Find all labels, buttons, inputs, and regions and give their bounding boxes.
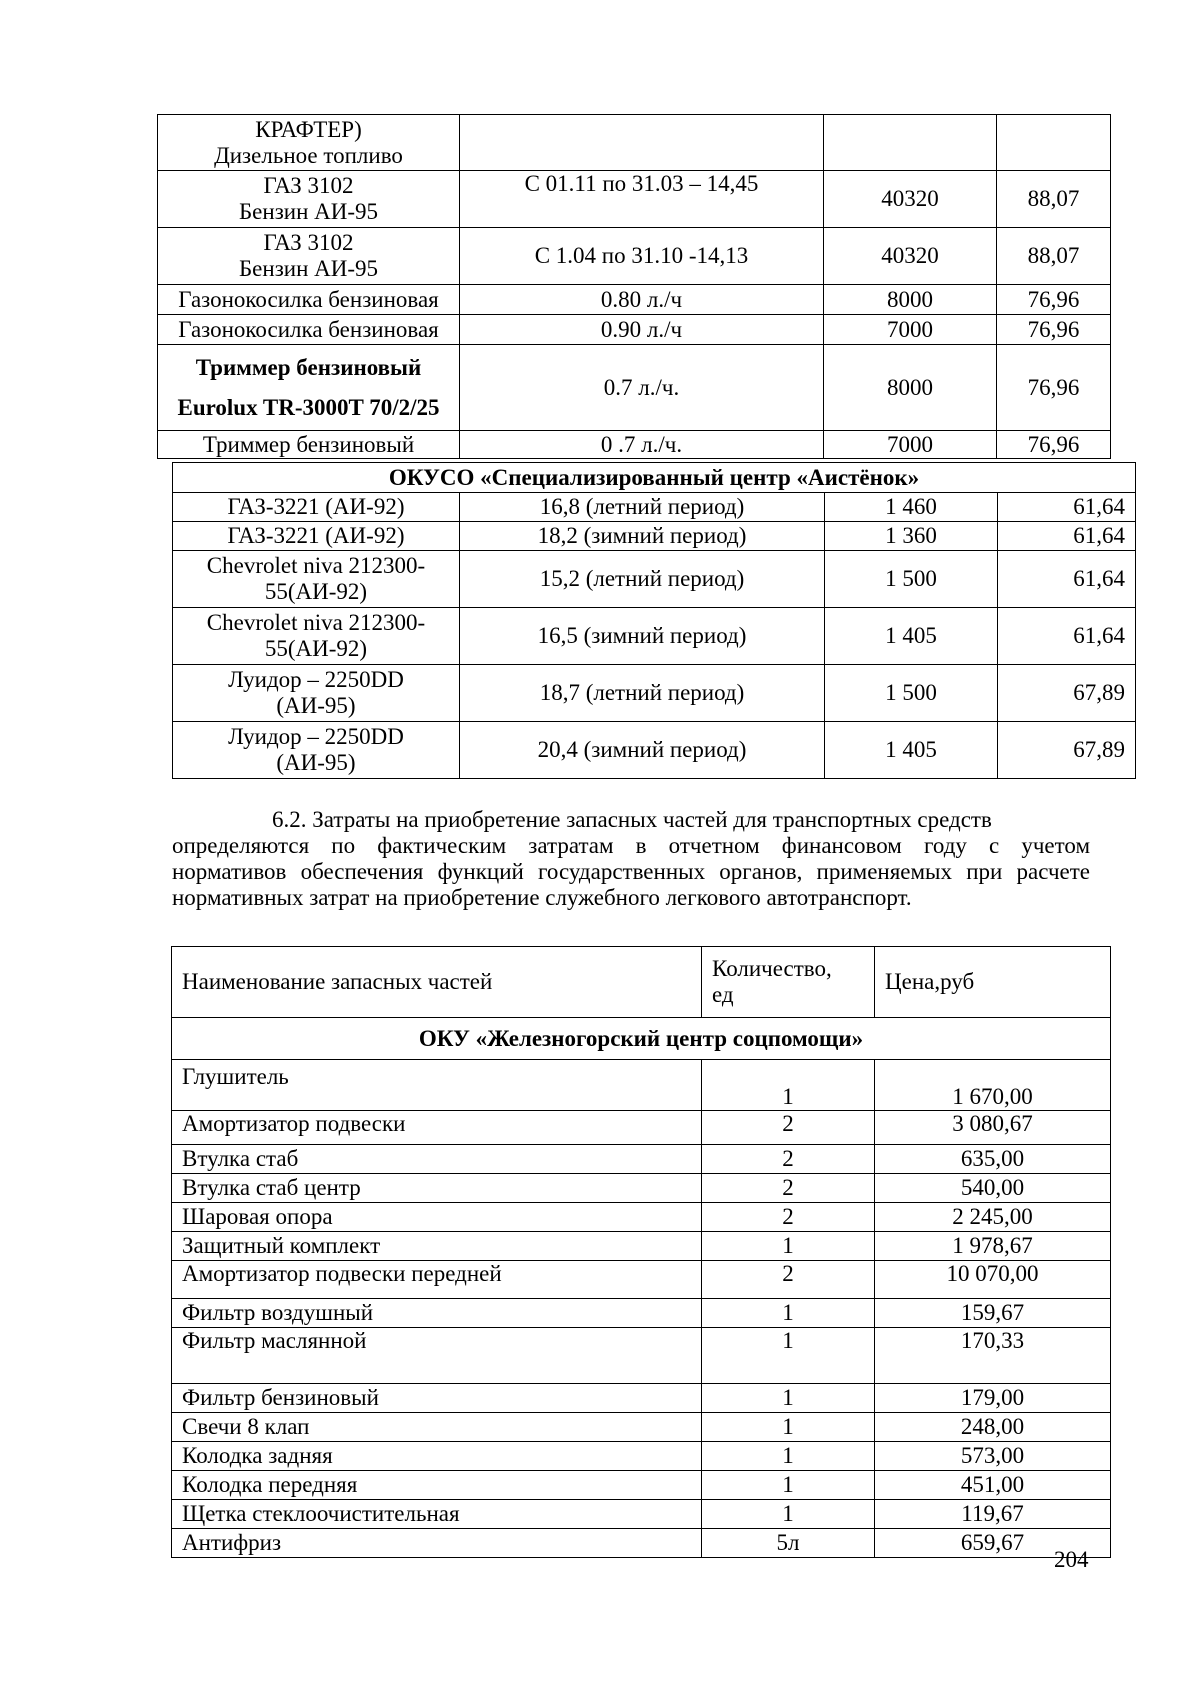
table-row xyxy=(158,171,1111,228)
column-header-qty: Количество, ед xyxy=(702,947,875,1018)
fuel-price xyxy=(997,115,1111,171)
table-row xyxy=(172,1261,1111,1299)
page-number: 204 xyxy=(1054,1547,1089,1572)
fuel-price: 67,89 xyxy=(998,665,1136,722)
vehicle-name: ГАЗ-3221 (АИ-92) xyxy=(173,522,460,551)
part-name: Амортизатор подвески передней xyxy=(172,1261,702,1299)
table-row xyxy=(172,1471,1111,1500)
part-qty: 1 xyxy=(702,1299,875,1328)
part-qty: 2 xyxy=(702,1174,875,1203)
part-qty: 1 xyxy=(702,1232,875,1261)
part-qty: 1 xyxy=(702,1413,875,1442)
vehicle-name: Газонокосилка бензиновая xyxy=(158,285,460,315)
table-row xyxy=(173,522,1136,551)
table-row xyxy=(172,1203,1111,1232)
part-price: 3 080,67 xyxy=(875,1111,1111,1145)
table-row xyxy=(173,665,1136,722)
vehicle-name: Триммер бензиновый Eurolux TR-3000T 70/2/25 xyxy=(158,345,460,431)
fuel-norm: 18,2 (зимний период) xyxy=(460,522,825,551)
part-price: 10 070,00 xyxy=(875,1261,1111,1299)
part-name: Колодка передняя xyxy=(172,1471,702,1500)
table-row xyxy=(172,1060,1111,1111)
fuel-price: 67,89 xyxy=(998,722,1136,779)
table-row xyxy=(173,493,1136,522)
table-row xyxy=(172,1384,1111,1413)
mileage: 40320 xyxy=(824,171,997,228)
column-header-price: Цена,руб xyxy=(875,947,1111,1018)
fuel-price: 76,96 xyxy=(997,345,1111,431)
fuel-norms-table xyxy=(157,114,1111,459)
section-6-2-paragraph xyxy=(172,807,1090,911)
table-row xyxy=(158,315,1111,345)
table-row xyxy=(172,1529,1111,1558)
part-price: 451,00 xyxy=(875,1471,1111,1500)
fuel-norm: 0.80 л./ч xyxy=(460,285,824,315)
part-name: Фильтр воздушный xyxy=(172,1299,702,1328)
part-qty: 2 xyxy=(702,1111,875,1145)
vehicle-name: Газонокосилка бензиновая xyxy=(158,315,460,345)
table-row xyxy=(172,1413,1111,1442)
fuel-norm: 20,4 (зимний период) xyxy=(460,722,825,779)
table-row xyxy=(173,551,1136,608)
table-row xyxy=(172,1299,1111,1328)
table-row xyxy=(173,722,1136,779)
fuel-norm: 0.7 л./ч. xyxy=(460,345,824,431)
part-qty: 1 xyxy=(702,1328,875,1384)
fuel-price: 76,96 xyxy=(997,285,1111,315)
part-name: Амортизатор подвески xyxy=(172,1111,702,1145)
fuel-norm: 16,8 (летний период) xyxy=(460,493,825,522)
mileage: 1 460 xyxy=(825,493,998,522)
spare-parts-table xyxy=(171,946,1111,1558)
part-name: Фильтр бензиновый xyxy=(172,1384,702,1413)
part-price: 1 978,67 xyxy=(875,1232,1111,1261)
mileage: 7000 xyxy=(824,315,997,345)
aistenok-fuel-table xyxy=(172,462,1136,779)
part-qty: 1 xyxy=(702,1060,875,1111)
part-qty: 1 xyxy=(702,1500,875,1529)
part-name: Колодка задняя xyxy=(172,1442,702,1471)
mileage xyxy=(824,115,997,171)
mileage: 1 360 xyxy=(825,522,998,551)
table-header-row xyxy=(172,947,1111,1018)
mileage: 1 500 xyxy=(825,551,998,608)
part-price: 159,67 xyxy=(875,1299,1111,1328)
part-name: Глушитель xyxy=(172,1060,702,1111)
table-row xyxy=(173,608,1136,665)
table-row xyxy=(172,1232,1111,1261)
vehicle-name: Chevrolet niva 212300- 55(АИ-92) xyxy=(173,608,460,665)
section-header-row xyxy=(172,1018,1111,1060)
part-qty: 2 xyxy=(702,1145,875,1174)
part-name: Антифриз xyxy=(172,1529,702,1558)
fuel-norm xyxy=(460,115,824,171)
fuel-price: 61,64 xyxy=(998,493,1136,522)
mileage: 7000 xyxy=(824,431,997,459)
vehicle-name: ГАЗ 3102 Бензин АИ-95 xyxy=(158,171,460,228)
vehicle-name: КРАФТЕР) Дизельное топливо xyxy=(158,115,460,171)
fuel-price: 76,96 xyxy=(997,431,1111,459)
part-price: 179,00 xyxy=(875,1384,1111,1413)
mileage: 8000 xyxy=(824,285,997,315)
part-name: Фильтр маслянной xyxy=(172,1328,702,1384)
fuel-norm: С 1.04 по 31.10 -14,13 xyxy=(460,228,824,285)
part-name: Втулка стаб xyxy=(172,1145,702,1174)
part-price: 1 670,00 xyxy=(875,1060,1111,1111)
table-row xyxy=(158,115,1111,171)
vehicle-name: Chevrolet niva 212300- 55(АИ-92) xyxy=(173,551,460,608)
mileage: 8000 xyxy=(824,345,997,431)
paragraph-line: 6.2. Затраты на приобретение запасных частей для транспортных средств xyxy=(272,807,992,832)
mileage: 1 405 xyxy=(825,608,998,665)
mileage: 1 405 xyxy=(825,722,998,779)
part-qty: 1 xyxy=(702,1384,875,1413)
table-row xyxy=(172,1500,1111,1529)
part-name: Щетка стеклоочистительная xyxy=(172,1500,702,1529)
fuel-norm: 15,2 (летний период) xyxy=(460,551,825,608)
vehicle-name: Луидор – 2250DD (АИ-95) xyxy=(173,722,460,779)
table-row xyxy=(158,228,1111,285)
table-row xyxy=(158,345,1111,431)
table-row xyxy=(172,1111,1111,1145)
part-price: 635,00 xyxy=(875,1145,1111,1174)
fuel-norm: С 01.11 по 31.03 – 14,45 xyxy=(460,171,824,228)
vehicle-name: Триммер бензиновый xyxy=(158,431,460,459)
fuel-price: 61,64 xyxy=(998,522,1136,551)
table-row xyxy=(158,285,1111,315)
paragraph-line: определяются по фактическим затратам в отчетном финансовом году с учетом xyxy=(172,833,1090,858)
fuel-price: 61,64 xyxy=(998,608,1136,665)
part-qty: 1 xyxy=(702,1442,875,1471)
mileage: 40320 xyxy=(824,228,997,285)
part-qty: 2 xyxy=(702,1203,875,1232)
fuel-price: 88,07 xyxy=(997,228,1111,285)
part-name: Защитный комплект xyxy=(172,1232,702,1261)
fuel-norm: 18,7 (летний период) xyxy=(460,665,825,722)
vehicle-name: ГАЗ 3102 Бензин АИ-95 xyxy=(158,228,460,285)
part-qty: 5л xyxy=(702,1529,875,1558)
section-header-row xyxy=(173,463,1136,493)
vehicle-name: ГАЗ-3221 (АИ-92) xyxy=(173,493,460,522)
paragraph-line: нормативов обеспечения функций государственных органов, применяемых при расчете xyxy=(172,859,1090,884)
part-price: 248,00 xyxy=(875,1413,1111,1442)
table-row xyxy=(172,1328,1111,1384)
mileage: 1 500 xyxy=(825,665,998,722)
fuel-norm: 0.90 л./ч xyxy=(460,315,824,345)
table-row xyxy=(158,431,1111,459)
fuel-price: 76,96 xyxy=(997,315,1111,345)
part-price: 540,00 xyxy=(875,1174,1111,1203)
section-title: ОКУ «Железногорский центр соцпомощи» xyxy=(172,1018,1111,1060)
column-header-name: Наименование запасных частей xyxy=(172,947,702,1018)
part-name: Свечи 8 клап xyxy=(172,1413,702,1442)
fuel-price: 88,07 xyxy=(997,171,1111,228)
vehicle-name: Луидор – 2250DD (АИ-95) xyxy=(173,665,460,722)
table-row xyxy=(172,1145,1111,1174)
fuel-norm: 0 .7 л./ч. xyxy=(460,431,824,459)
part-price: 659,67 xyxy=(875,1529,1111,1558)
part-price: 573,00 xyxy=(875,1442,1111,1471)
part-price: 2 245,00 xyxy=(875,1203,1111,1232)
fuel-norm: 16,5 (зимний период) xyxy=(460,608,825,665)
part-qty: 1 xyxy=(702,1471,875,1500)
table-row xyxy=(172,1174,1111,1203)
paragraph-line: нормативных затрат на приобретение служебного легкового автотранспорт. xyxy=(172,885,912,910)
fuel-price: 61,64 xyxy=(998,551,1136,608)
part-qty: 2 xyxy=(702,1261,875,1299)
part-name: Шаровая опора xyxy=(172,1203,702,1232)
section-title: ОКУСО «Специализированный центр «Аистёнок» xyxy=(173,463,1136,493)
part-price: 119,67 xyxy=(875,1500,1111,1529)
part-price: 170,33 xyxy=(875,1328,1111,1384)
table-row xyxy=(172,1442,1111,1471)
part-name: Втулка стаб центр xyxy=(172,1174,702,1203)
